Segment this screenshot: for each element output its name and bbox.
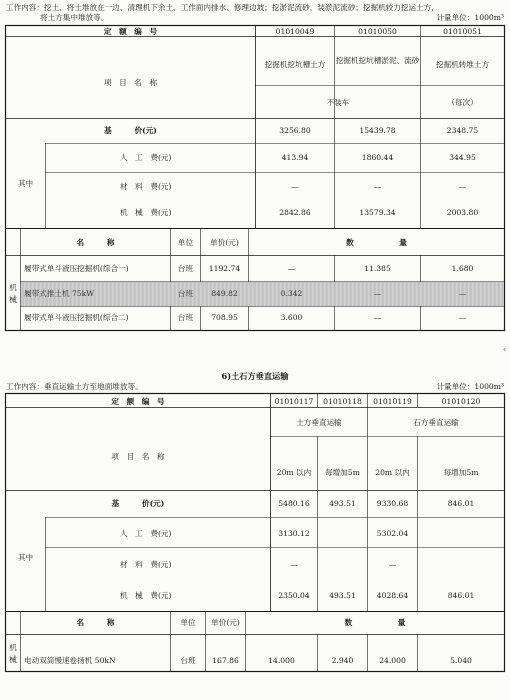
upper-machine-1-qty-3: 1.680 [451,264,474,273]
lower-side-label: 其中 [17,553,34,562]
upper-machine-fee-1: 2842.86 [279,208,311,217]
lower-machine-side: 机械 [9,643,17,664]
upper-item-name-label: 项 目 名 称 [103,78,158,87]
lower-material-label: 材 料 费(元) [120,560,172,569]
lower-code-4: 01010120 [441,397,481,406]
lower-quota-no-label: 定 额 编 号 [111,397,165,406]
upper-item-name-3: 挖掘机转堆土方 [435,60,490,69]
upper-labor-1: 413.94 [281,153,309,162]
lower-header-qty: 数 量 [344,618,406,627]
lower-base-price-1: 5480.16 [278,499,310,508]
upper-header-qty: 数 量 [346,238,407,247]
upper-machine-2-qty-3: — [458,289,467,298]
lower-machine-1-qty-3: 24.000 [379,656,406,665]
upper-machine-3-qty-2: — [373,313,382,322]
upper-material-3: — [458,182,467,191]
lower-code-3: 01010119 [373,397,412,406]
lower-sub-name-2: 每增加5m [325,468,360,477]
upper-base-price-3: 2348.75 [446,126,479,135]
upper-base-price-1: 3256.80 [279,126,311,135]
lower-labor-1: 3130.12 [278,529,310,538]
lower-code-1: 01010117 [274,397,314,406]
upper-sub-note: （每次） [447,98,478,107]
upper-work-content: 工作内容：挖土、将土堆放在一边、清理机下余土、工作面内排水、修理边坡；挖淤泥流砂，装淤泥流砂；挖掘机较力挖运土方， [6,3,439,12]
lower-machine-1-qty-2: 2.940 [331,656,354,665]
upper-code-3: 01010051 [443,27,482,36]
upper-machine-1-price: 1192.74 [208,264,241,273]
upper-machine-fee-3: 2003.80 [446,208,479,217]
lower-header-unit: 单位 [180,618,196,627]
upper-base-price-2: 15439.78 [359,126,396,135]
upper-labor-label: 人 工 费(元) [120,153,172,162]
svg-text:‹: ‹ [503,345,507,354]
lower-machine-1-unit: 台班 [180,656,196,665]
lower-machine-1-name: 电动双筒慢速卷扬机 50kN [24,656,116,665]
upper-machine-3-qty-3: — [458,313,467,322]
upper-machine-side: 机械 [9,283,17,304]
lower-group-name-1: 土方垂直运输 [296,418,342,427]
upper-header-price: 单价(元) [210,238,239,247]
lower-base-price-2: 493.51 [329,499,356,508]
lower-header-price: 单价(元) [211,618,240,627]
upper-labor-3: 344.95 [449,153,476,162]
lower-header-name: 名 称 [76,618,115,627]
upper-machine-2-price: 849.82 [211,289,238,298]
lower-machine-1-qty-1: 14.000 [268,656,295,665]
lower-labor-3: 5302.04 [376,529,409,538]
upper-machine-1-unit: 台班 [177,264,194,273]
upper-machine-2-unit: 台班 [177,289,194,298]
upper-item-name-2: 挖掘机挖坑槽淤泥、流砂 [335,56,420,65]
upper-unit-label: 计量单位：1000m³ [436,13,504,22]
lower-unit-label: 计量单位：1000m³ [436,382,504,391]
upper-material-label: 材 料 费(元) [120,182,172,191]
lower-code-2: 01010118 [323,397,362,406]
lower-base-price-label: 基 价(元) [111,499,165,508]
lower-sub-name-4: 每增加5m [443,468,479,477]
lower-material-1: — [290,560,298,569]
upper-header-name: 名 称 [76,238,115,247]
lower-work-content: 工作内容：垂直运输土方至地面堆放等。 [6,382,143,391]
upper-span-note: 不装车 [326,98,350,107]
upper-machine-3-unit: 台班 [177,313,194,322]
lower-machine-fee-1: 2350.04 [278,591,310,600]
upper-machine-2-name: 履带式推土机 75kW [24,289,95,298]
upper-machine-1-qty-2: 11.385 [364,264,391,273]
upper-code-2: 01010050 [358,27,397,36]
upper-quota-no-label: 定 额 编 号 [103,27,158,36]
lower-sub-name-3: 20m 以内 [375,468,410,477]
upper-code-1: 01010049 [275,27,315,36]
upper-labor-2: 1860.44 [361,153,394,162]
upper-machine-2-qty-2: — [373,289,382,298]
lower-labor-label: 人 工 费(元) [120,529,172,538]
lower-machine-fee-4: 846.01 [447,591,475,600]
lower-material-3: — [388,560,397,569]
upper-base-price-label: 基 价(元) [104,126,157,135]
upper-material-1: — [291,182,299,191]
upper-machine-1-qty-1: — [287,264,296,273]
upper-header-unit: 单位 [177,238,194,247]
lower-machine-fee-2: 493.51 [329,591,356,600]
lower-item-name-label: 项 目 名 称 [111,452,165,461]
lower-sub-name-1: 20m 以内 [276,468,312,477]
lower-machine-fee-3: 4028.64 [376,591,409,600]
upper-machine-fee-label: 机 械 费(元) [120,208,172,217]
upper-machine-1-name: 履带式单斗液压挖掘机(综合一) [24,264,129,273]
upper-machine-3-qty-1: 3.600 [280,313,303,322]
lower-group-name-2: 石方垂直运输 [413,418,459,427]
lower-machine-1-price: 167.86 [212,656,239,665]
upper-machine-3-price: 708.95 [211,313,238,322]
upper-machine-fee-2: 13579.34 [359,208,396,217]
upper-material-2: — [373,182,382,191]
upper-side-label: 其中 [17,179,34,188]
lower-machine-1-qty-4: 5.040 [450,656,472,665]
lower-base-price-3: 9330.68 [376,499,409,508]
lower-machine-fee-label: 机 械 费(元) [120,591,172,600]
upper-machine-3-name: 履带式单斗液压挖掘机(综合二) [24,313,129,322]
upper-machine-2-qty-1: 0.342 [280,289,303,298]
upper-item-name-1: 挖掘机挖坑槽土方 [264,60,326,69]
upper-work-content-2: 将土方集中堆放等。 [40,13,109,22]
lower-section-title: 6)土石方垂直运输 [221,371,289,381]
lower-base-price-4: 846.01 [447,499,475,508]
